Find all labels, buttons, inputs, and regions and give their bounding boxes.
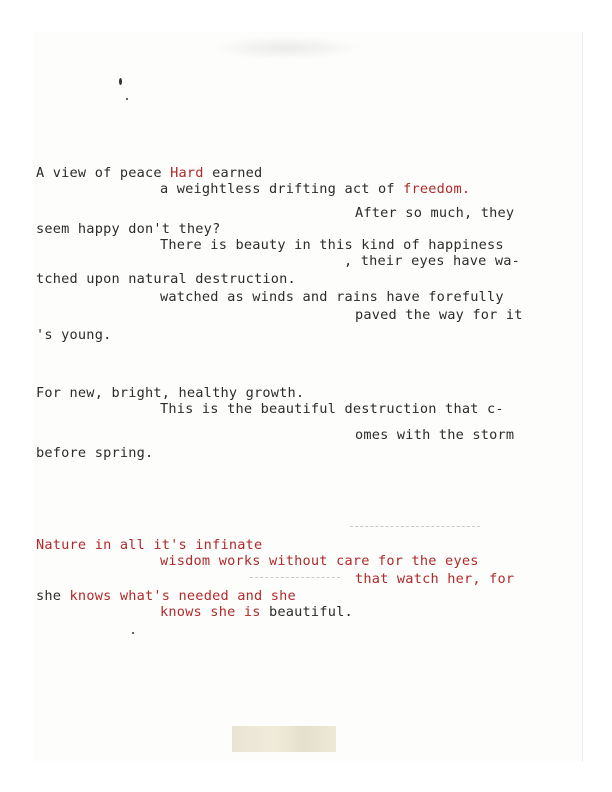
poem-line: This is the beautiful destruction that c- bbox=[160, 401, 504, 417]
poem-line: omes with the storm bbox=[355, 427, 515, 443]
poem-line: a weightless drifting act of freedom. bbox=[160, 181, 471, 197]
poem-line: she knows what's needed and she bbox=[36, 588, 296, 604]
tape-strip bbox=[232, 726, 336, 752]
poem-line: that watch her, for bbox=[355, 571, 515, 587]
poem-line: A view of peace Hard earned bbox=[36, 165, 263, 181]
poem-line: knows she is beautiful. bbox=[160, 604, 353, 620]
ink-speck bbox=[119, 78, 122, 85]
ink-speck bbox=[132, 632, 134, 634]
poem-line: There is beauty in this kind of happiness bbox=[160, 237, 504, 253]
poem-line: , their eyes have wa- bbox=[344, 253, 521, 269]
paper-smudge bbox=[210, 36, 360, 60]
poem-line: Nature in all it's infinate bbox=[36, 537, 263, 553]
ink-speck bbox=[126, 98, 128, 100]
faint-dash bbox=[250, 577, 340, 578]
poem-line: For new, bright, healthy growth. bbox=[36, 385, 305, 401]
poem-line: watched as winds and rains have forefully bbox=[160, 289, 504, 305]
poem-line: After so much, they bbox=[355, 205, 515, 221]
faint-dash bbox=[350, 526, 480, 527]
poem-line: before spring. bbox=[36, 445, 154, 461]
poem-line: wisdom works without care for the eyes bbox=[160, 553, 479, 569]
poem-line: tched upon natural destruction. bbox=[36, 271, 296, 287]
poem-line: 's young. bbox=[36, 327, 112, 343]
poem-line: seem happy don't they? bbox=[36, 221, 221, 237]
poem-line: paved the way for it bbox=[355, 307, 523, 323]
